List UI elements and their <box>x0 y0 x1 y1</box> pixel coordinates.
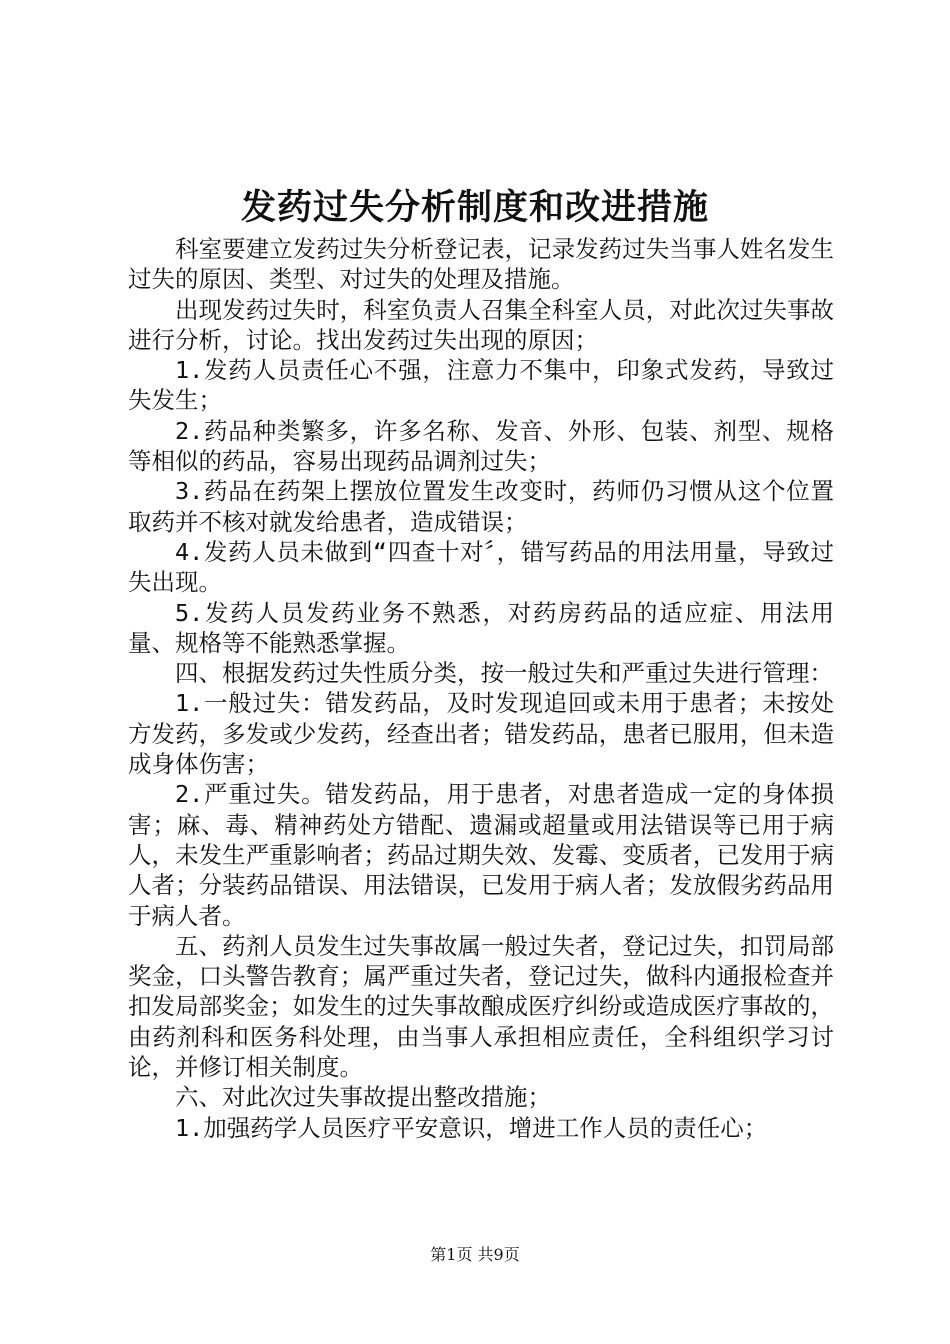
paragraph: 2.药品种类繁多，许多名称、发音、外形、包装、剂型、规格等相似的药品，容易出现药品调剂过失； <box>128 416 834 476</box>
paragraph: 1.一般过失：错发药品，及时发现追回或未用于患者；未按处方发药，多发或少发药，经查出者；错发药品，患者已服用，但未造成身体伤害； <box>128 689 834 779</box>
paragraph: 出现发药过失时，科室负责人召集全科室人员，对此次过失事故进行分析，讨论。找出发药过失出现的原因； <box>128 295 834 354</box>
document-body <box>128 234 834 1143</box>
document-title: 发药过失分析制度和改进措施 <box>240 187 709 228</box>
paragraph: 2.严重过失。错发药品，用于患者，对患者造成一定的身体损害；麻、毒、精神药处方错配、遗漏或超量或用法错误等已用于病人，未发生严重影响者；药品过期失效、发霉、变质者，已发用于病人者；分装药品错误、用法错误，已发用于病人者；发放假劣药品用于病人者。 <box>128 780 834 930</box>
paragraph: 5.发药人员发药业务不熟悉，对药房药品的适应症、用法用量、规格等不能熟悉掌握。 <box>128 598 834 657</box>
page-number-footer: 第1页 共9页 <box>430 1245 520 1264</box>
paragraph: 五、药剂人员发生过失事故属一般过失者，登记过失，扣罚局部奖金，口头警告教育；属严重过失者，登记过失，做科内通报检查并扣发局部奖金；如发生的过失事故酿成医疗纠纷或造成医疗事故的，由药剂科和医务科处理，由当事人承担相应责任，全科组织学习讨论，并修订相关制度。 <box>128 931 834 1082</box>
paragraph: 四、根据发药过失性质分类，按一般过失和严重过失进行管理： <box>175 659 833 688</box>
paragraph: 1.发药人员责任心不强，注意力不集中，印象式发药，导致过失发生； <box>128 356 834 415</box>
paragraph: 4.发药人员未做到“四查十对〞，错写药品的用法用量，导致过失出现。 <box>128 537 834 597</box>
paragraph: 3.药品在药架上摆放位置发生改变时，药师仍习惯从这个位置取药并不核对就发给患者，造成错误； <box>128 477 834 536</box>
paragraph: 六、对此次过失事故提出整改措施； <box>175 1083 551 1112</box>
paragraph: 科室要建立发药过失分析登记表，记录发药过失当事人姓名发生过失的原因、类型、对过失的处理及措施。 <box>128 235 834 294</box>
paragraph: 1.加强药学人员医疗平安意识，增进工作人员的责任心； <box>175 1113 768 1142</box>
